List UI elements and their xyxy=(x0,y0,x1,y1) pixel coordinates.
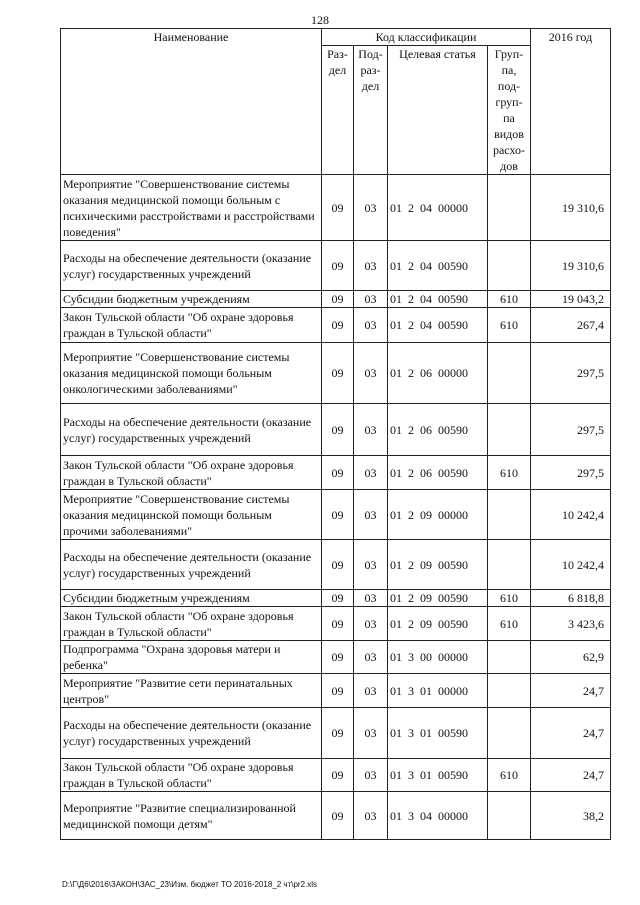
row-target-item: 01 3 01 00590 xyxy=(388,708,488,759)
row-name: Закон Тульской области "Об охране здоровья граждан в Тульской области" xyxy=(61,607,322,641)
row-subsection: 03 xyxy=(354,404,388,456)
row-section: 09 xyxy=(322,456,354,490)
year-column-header: 2016 год xyxy=(531,29,611,175)
row-expense-group xyxy=(488,540,531,590)
row-subsection: 03 xyxy=(354,540,388,590)
expense-group-header: Груп- па, под- груп- па видов расхо- дов xyxy=(488,46,531,175)
row-name: Расходы на обеспечение деятельности (оказание услуг) государственных учреждений xyxy=(61,404,322,456)
row-subsection: 03 xyxy=(354,792,388,840)
row-amount: 24,7 xyxy=(531,674,611,708)
row-amount: 62,9 xyxy=(531,641,611,674)
row-target-item: 01 3 04 00000 xyxy=(388,792,488,840)
row-target-item: 01 2 04 00590 xyxy=(388,291,488,308)
row-expense-group xyxy=(488,343,531,404)
row-section: 09 xyxy=(322,759,354,792)
table-body xyxy=(61,175,611,840)
row-name: Закон Тульской области "Об охране здоровья граждан в Тульской области" xyxy=(61,456,322,490)
row-amount: 297,5 xyxy=(531,343,611,404)
row-amount: 297,5 xyxy=(531,456,611,490)
table-header xyxy=(61,29,611,175)
row-name: Расходы на обеспечение деятельности (оказание услуг) государственных учреждений xyxy=(61,540,322,590)
row-amount: 24,7 xyxy=(531,759,611,792)
row-expense-group xyxy=(488,404,531,456)
row-target-item: 01 2 09 00590 xyxy=(388,607,488,641)
row-subsection: 03 xyxy=(354,343,388,404)
row-expense-group xyxy=(488,490,531,540)
row-subsection: 03 xyxy=(354,291,388,308)
subsection-header: Под- раз- дел xyxy=(354,46,388,175)
row-subsection: 03 xyxy=(354,708,388,759)
row-target-item: 01 3 01 00000 xyxy=(388,674,488,708)
row-amount: 10 242,4 xyxy=(531,540,611,590)
row-name: Мероприятие "Совершенствование системы оказания медицинской помощи больным прочими заболеваниями" xyxy=(61,490,322,540)
row-name: Мероприятие "Развитие сети перинатальных центров" xyxy=(61,674,322,708)
row-section: 09 xyxy=(322,291,354,308)
row-target-item: 01 2 06 00590 xyxy=(388,404,488,456)
table-row xyxy=(61,241,611,291)
table-row xyxy=(61,792,611,840)
row-target-item: 01 3 01 00590 xyxy=(388,759,488,792)
row-expense-group: 610 xyxy=(488,456,531,490)
row-subsection: 03 xyxy=(354,590,388,607)
row-subsection: 03 xyxy=(354,641,388,674)
row-expense-group xyxy=(488,175,531,241)
row-subsection: 03 xyxy=(354,607,388,641)
row-subsection: 03 xyxy=(354,674,388,708)
row-name: Мероприятие "Развитие специализированной медицинской помощи детям" xyxy=(61,792,322,840)
row-amount: 267,4 xyxy=(531,308,611,343)
row-expense-group: 610 xyxy=(488,590,531,607)
table-row xyxy=(61,674,611,708)
name-column-header: Наименование xyxy=(61,29,322,175)
row-section: 09 xyxy=(322,404,354,456)
row-subsection: 03 xyxy=(354,241,388,291)
row-target-item: 01 2 09 00590 xyxy=(388,590,488,607)
row-amount: 3 423,6 xyxy=(531,607,611,641)
row-subsection: 03 xyxy=(354,456,388,490)
row-expense-group: 610 xyxy=(488,759,531,792)
row-section: 09 xyxy=(322,792,354,840)
row-name: Мероприятие "Совершенствование системы оказания медицинской помощи больным с психическими расстройствами и расстройствами поведения" xyxy=(61,175,322,241)
row-target-item: 01 2 04 00590 xyxy=(388,241,488,291)
row-section: 09 xyxy=(322,674,354,708)
file-path-footer: D:\Г\Д6\2016\ЗАКОН\ЗАС_23\Изм. бюджет ТО 2016-2018_2 чт\pr2.xls xyxy=(62,880,318,889)
row-name: Расходы на обеспечение деятельности (оказание услуг) государственных учреждений xyxy=(61,241,322,291)
row-name: Расходы на обеспечение деятельности (оказание услуг) государственных учреждений xyxy=(61,708,322,759)
row-expense-group: 610 xyxy=(488,607,531,641)
row-name: Субсидии бюджетным учреждениям xyxy=(61,590,322,607)
row-subsection: 03 xyxy=(354,759,388,792)
row-amount: 297,5 xyxy=(531,404,611,456)
row-expense-group xyxy=(488,641,531,674)
row-section: 09 xyxy=(322,590,354,607)
row-subsection: 03 xyxy=(354,490,388,540)
row-target-item: 01 3 00 00000 xyxy=(388,641,488,674)
table-row xyxy=(61,607,611,641)
row-amount: 6 818,8 xyxy=(531,590,611,607)
table-row xyxy=(61,456,611,490)
row-name: Субсидии бюджетным учреждениям xyxy=(61,291,322,308)
row-section: 09 xyxy=(322,343,354,404)
row-section: 09 xyxy=(322,308,354,343)
row-expense-group xyxy=(488,241,531,291)
row-name: Мероприятие "Совершенствование системы оказания медицинской помощи больным онкологическими заболеваниями" xyxy=(61,343,322,404)
table-row xyxy=(61,308,611,343)
row-name: Закон Тульской области "Об охране здоровья граждан в Тульской области" xyxy=(61,308,322,343)
row-amount: 19 043,2 xyxy=(531,291,611,308)
row-target-item: 01 2 06 00000 xyxy=(388,343,488,404)
table-row xyxy=(61,291,611,308)
row-expense-group xyxy=(488,674,531,708)
table-row xyxy=(61,641,611,674)
row-amount: 38,2 xyxy=(531,792,611,840)
classification-code-header: Код классификации xyxy=(322,29,531,46)
row-target-item: 01 2 04 00000 xyxy=(388,175,488,241)
table-row xyxy=(61,175,611,241)
row-subsection: 03 xyxy=(354,308,388,343)
row-section: 09 xyxy=(322,490,354,540)
row-section: 09 xyxy=(322,607,354,641)
row-amount: 19 310,6 xyxy=(531,175,611,241)
table-row xyxy=(61,490,611,540)
row-section: 09 xyxy=(322,641,354,674)
row-section: 09 xyxy=(322,708,354,759)
table-row xyxy=(61,540,611,590)
row-subsection: 03 xyxy=(354,175,388,241)
table-row xyxy=(61,343,611,404)
target-item-header: Целевая статья xyxy=(388,46,488,175)
row-name: Закон Тульской области "Об охране здоровья граждан в Тульской области" xyxy=(61,759,322,792)
row-target-item: 01 2 06 00590 xyxy=(388,456,488,490)
row-target-item: 01 2 09 00000 xyxy=(388,490,488,540)
row-expense-group xyxy=(488,792,531,840)
page-number: 128 xyxy=(311,13,329,27)
row-expense-group xyxy=(488,708,531,759)
table-row xyxy=(61,590,611,607)
budget-table xyxy=(60,28,611,840)
row-section: 09 xyxy=(322,241,354,291)
row-target-item: 01 2 04 00590 xyxy=(388,308,488,343)
table-row xyxy=(61,759,611,792)
row-amount: 24,7 xyxy=(531,708,611,759)
table-row xyxy=(61,404,611,456)
row-amount: 10 242,4 xyxy=(531,490,611,540)
table-row xyxy=(61,708,611,759)
row-expense-group: 610 xyxy=(488,308,531,343)
row-target-item: 01 2 09 00590 xyxy=(388,540,488,590)
section-header: Раз- дел xyxy=(322,46,354,175)
row-section: 09 xyxy=(322,540,354,590)
row-name: Подпрограмма "Охрана здоровья матери и ребенка" xyxy=(61,641,322,674)
row-section: 09 xyxy=(322,175,354,241)
row-expense-group: 610 xyxy=(488,291,531,308)
row-amount: 19 310,6 xyxy=(531,241,611,291)
